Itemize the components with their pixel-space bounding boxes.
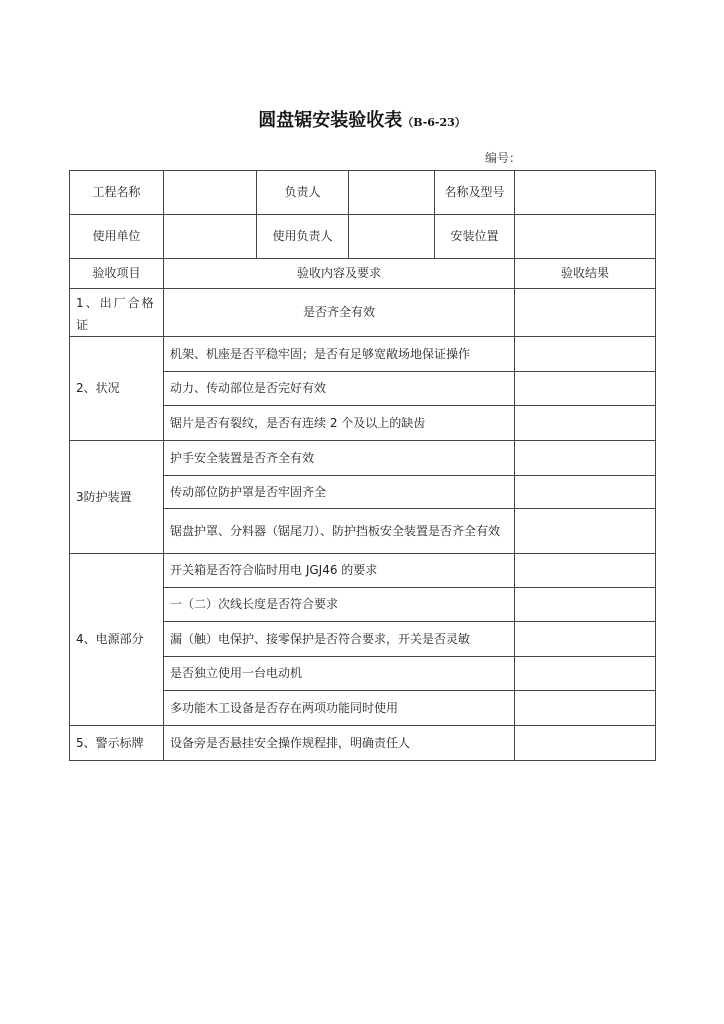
check-result-field[interactable] <box>515 691 656 726</box>
section-item-3: 3防护装置 <box>70 441 164 554</box>
user-responsible-label: 使用负责人 <box>257 215 349 259</box>
name-model-label: 名称及型号 <box>435 171 515 215</box>
column-result: 验收结果 <box>515 259 656 289</box>
table-row <box>70 726 656 761</box>
column-header-row <box>70 259 656 289</box>
check-content: 设备旁是否悬挂安全操作规程排，明确责任人 <box>164 726 515 761</box>
section-item-1: 1、出厂合格证 <box>70 289 164 337</box>
header-row-project <box>70 171 656 215</box>
header-row-unit <box>70 215 656 259</box>
table-row <box>70 337 656 372</box>
serial-number-label: 编号： <box>485 151 522 165</box>
check-content: 机架、机座是否平稳牢固；是否有足够宽敞场地保证操作 <box>164 337 515 372</box>
section-item-4: 4、电源部分 <box>70 554 164 726</box>
name-model-field[interactable] <box>515 171 656 215</box>
section-item-5: 5、警示标牌 <box>70 726 164 761</box>
check-content: 漏（触）电保护、接零保护是否符合要求，开关是否灵敏 <box>164 622 515 657</box>
check-content: 护手安全装置是否齐全有效 <box>164 441 515 476</box>
install-location-field[interactable] <box>515 215 656 259</box>
check-result-field[interactable] <box>515 441 656 476</box>
column-item: 验收项目 <box>70 259 164 289</box>
check-content: 传动部位防护罩是否牢固齐全 <box>164 476 515 509</box>
user-unit-label: 使用单位 <box>70 215 164 259</box>
check-result-field[interactable] <box>515 372 656 406</box>
check-content: 锯片是否有裂纹，是否有连续 2 个及以上的缺齿 <box>164 406 515 441</box>
section-item-2: 2、状况 <box>70 337 164 441</box>
table-row <box>70 289 656 337</box>
check-content: 动力、传动部位是否完好有效 <box>164 372 515 406</box>
table-row <box>70 441 656 476</box>
check-result-field[interactable] <box>515 476 656 509</box>
check-content: 开关箱是否符合临时用电 JGJ46 的要求 <box>164 554 515 588</box>
table-row <box>70 554 656 588</box>
check-result-field[interactable] <box>515 588 656 622</box>
check-result-field[interactable] <box>515 657 656 691</box>
responsible-label: 负责人 <box>257 171 349 215</box>
document-title <box>0 106 724 132</box>
user-unit-field[interactable] <box>164 215 257 259</box>
title-text: 圆盘锯安装验收表 <box>258 110 403 131</box>
check-content: 锯盘护罩、分料器（锯尾刀）、防护挡板安全装置是否齐全有效 <box>164 509 515 554</box>
check-content: 一（二）次线长度是否符合要求 <box>164 588 515 622</box>
check-content: 是否齐全有效 <box>164 289 515 337</box>
install-location-label: 安装位置 <box>435 215 515 259</box>
column-content: 验收内容及要求 <box>164 259 515 289</box>
check-result-field[interactable] <box>515 726 656 761</box>
form-code: （B-6-23） <box>402 116 466 129</box>
check-result-field[interactable] <box>515 406 656 441</box>
check-result-field[interactable] <box>515 554 656 588</box>
project-name-label: 工程名称 <box>70 171 164 215</box>
check-result-field[interactable] <box>515 337 656 372</box>
project-name-field[interactable] <box>164 171 257 215</box>
check-content: 是否独立使用一台电动机 <box>164 657 515 691</box>
check-result-field[interactable] <box>515 509 656 554</box>
user-responsible-field[interactable] <box>349 215 435 259</box>
check-content: 多功能木工设备是否存在两项功能同时使用 <box>164 691 515 726</box>
acceptance-table <box>69 170 656 761</box>
check-result-field[interactable] <box>515 289 656 337</box>
check-result-field[interactable] <box>515 622 656 657</box>
responsible-field[interactable] <box>349 171 435 215</box>
